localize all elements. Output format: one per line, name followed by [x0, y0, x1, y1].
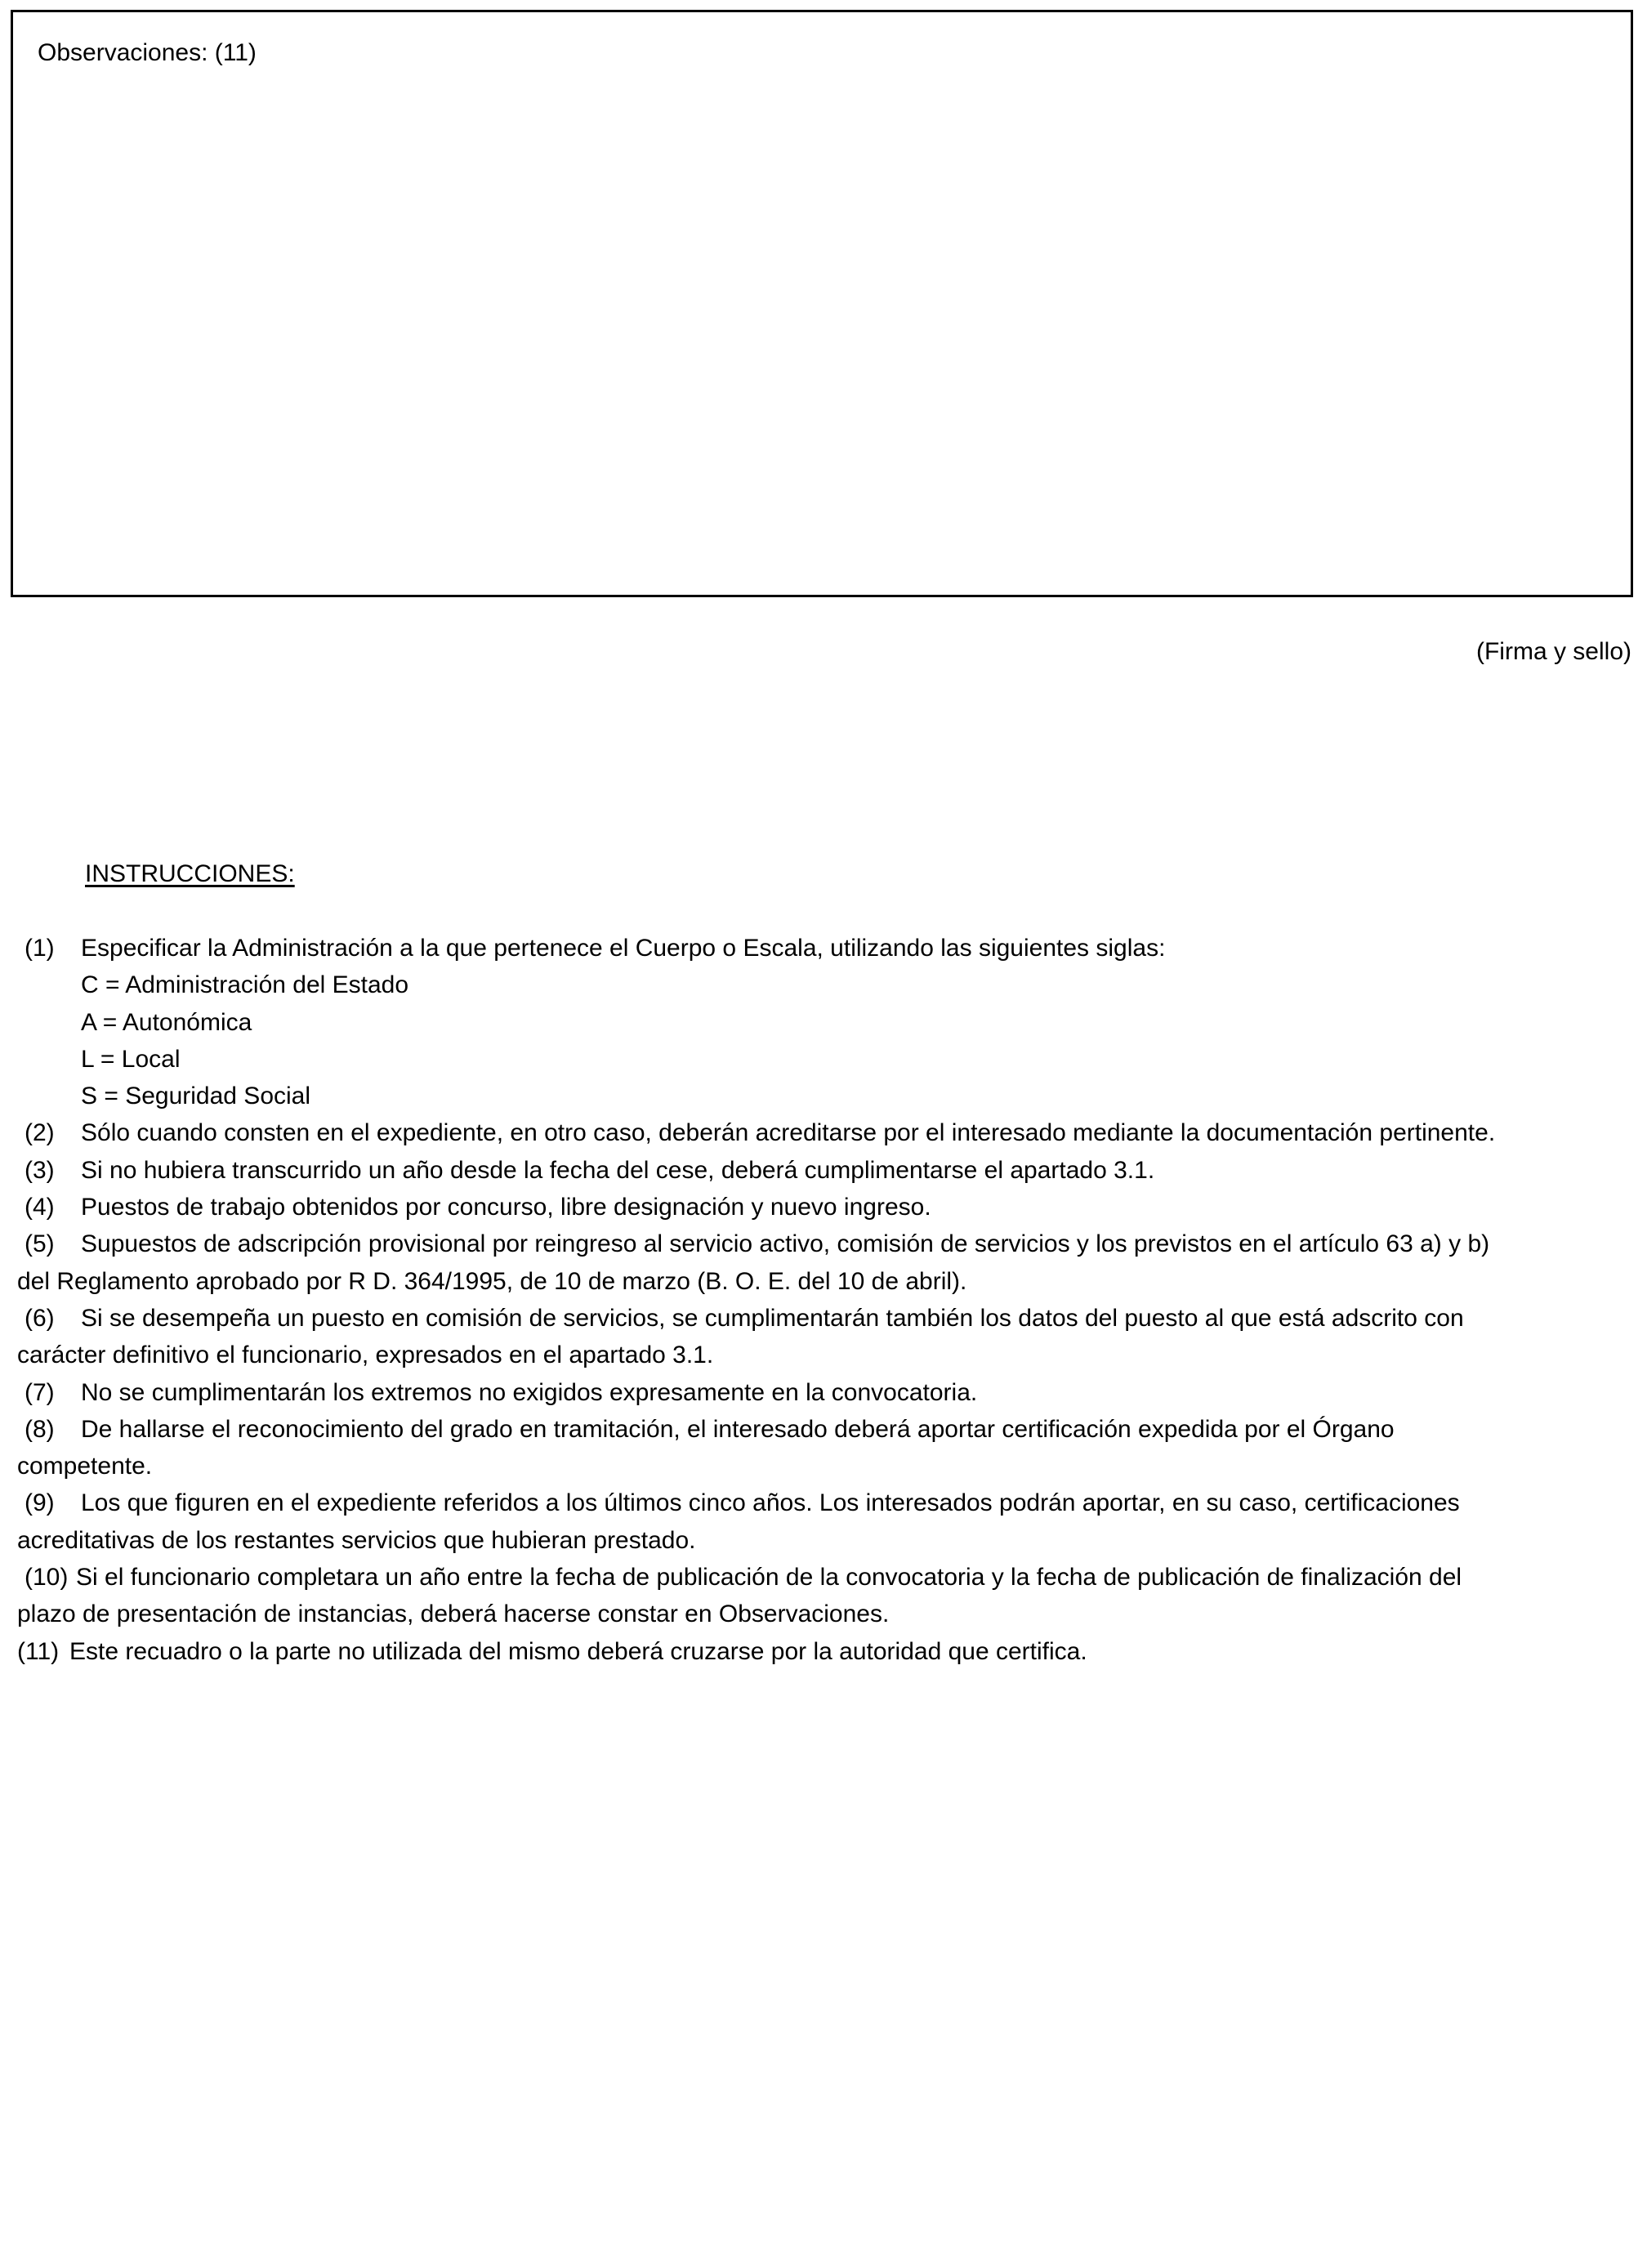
instructions-list: [17, 930, 1631, 1670]
instruction-number: (3): [25, 1156, 55, 1184]
instruction-number: (4): [25, 1194, 55, 1221]
instruction-continuation: acreditativas de los restantes servicios que hubieran prestado.: [17, 1526, 696, 1554]
instruction-continuation: competente.: [17, 1453, 153, 1480]
instruction-number: (1): [25, 935, 55, 962]
instruction-text: Supuestos de adscripción provisional por reingreso al servicio activo, comisión de servicios y los previstos en el artículo 63 a) y b): [81, 1230, 1490, 1258]
instruction-continuation: del Reglamento aprobado por R D. 364/1995, de 10 de marzo (B. O. E. del 10 de abril).: [17, 1267, 967, 1295]
instruction-continuation: carácter definitivo el funcionario, expresados en el apartado 3.1.: [17, 1342, 714, 1369]
instruction-item-5: [17, 1226, 1631, 1262]
instruction-text: Sólo cuando consten en el expediente, en otro caso, deberán acreditarse por el interesado mediante la documentación pertinente.: [81, 1119, 1496, 1147]
instruction-item-1: [17, 930, 1631, 967]
instruction-number: (6): [25, 1304, 55, 1332]
instruction-text: No se cumplimentarán los extremos no exigidos expresamente en la convocatoria.: [81, 1378, 978, 1406]
instruction-number: (9): [25, 1489, 55, 1517]
instruction-text: Si no hubiera transcurrido un año desde la fecha del cese, deberá cumplimentarse el apartado 3.1.: [81, 1156, 1155, 1184]
instruction-item-9: [17, 1484, 1631, 1521]
observations-label: Observaciones: (11): [38, 39, 257, 66]
instruction-text: Puestos de trabajo obtenidos por concurso, libre designación y nuevo ingreso.: [81, 1194, 931, 1221]
instruction-number: (8): [25, 1415, 55, 1443]
instruction-subitem: L = Local: [81, 1045, 181, 1073]
instruction-number: (7): [25, 1378, 55, 1406]
instruction-continuation: plazo de presentación de instancias, deberá hacerse constar en Observaciones.: [17, 1601, 890, 1628]
instruction-text: Especificar la Administración a la que pertenece el Cuerpo o Escala, utilizando las siguientes siglas:: [81, 935, 1166, 962]
observations-box[interactable]: [11, 10, 1633, 597]
instruction-text: Los que figuren en el expediente referidos a los últimos cinco años. Los interesados podrán aportar, en su caso, certificaciones: [81, 1489, 1460, 1517]
instruction-number: (5): [25, 1230, 55, 1258]
instruction-item-3: [17, 1152, 1631, 1189]
instruction-item-10: [17, 1559, 1631, 1596]
instruction-number: (11): [17, 1637, 60, 1665]
instruction-text: Este recuadro o la parte no utilizada del mismo deberá cruzarse por la autoridad que certifica.: [69, 1637, 1087, 1665]
instruction-item-6: [17, 1300, 1631, 1337]
instruction-text: De hallarse el reconocimiento del grado en tramitación, el interesado deberá aportar certificación expedida por el Órgano: [81, 1415, 1395, 1443]
instruction-item-8: [17, 1411, 1631, 1448]
instruction-item-2: [17, 1114, 1631, 1151]
instruction-subitem: A = Autonómica: [81, 1008, 252, 1036]
instruction-subitem: S = Seguridad Social: [81, 1083, 311, 1110]
signature-and-stamp-label: (Firma y sello): [1475, 638, 1631, 665]
instructions-title: INSTRUCCIONES:: [85, 860, 295, 887]
instruction-item-7: [17, 1374, 1631, 1411]
instruction-subitem: C = Administración del Estado: [81, 971, 409, 999]
instruction-text: Si se desempeña un puesto en comisión de servicios, se cumplimentarán también los datos del puesto al que está adscrito con: [81, 1304, 1464, 1332]
instruction-item-11: [17, 1633, 1631, 1670]
instruction-item-4: [17, 1189, 1631, 1226]
instruction-text: Si el funcionario completara un año entre la fecha de publicación de la convocatoria y la fecha de publicación de finalización del: [76, 1564, 1462, 1592]
instruction-number: (2): [25, 1119, 55, 1147]
instruction-number: (10): [25, 1564, 69, 1592]
